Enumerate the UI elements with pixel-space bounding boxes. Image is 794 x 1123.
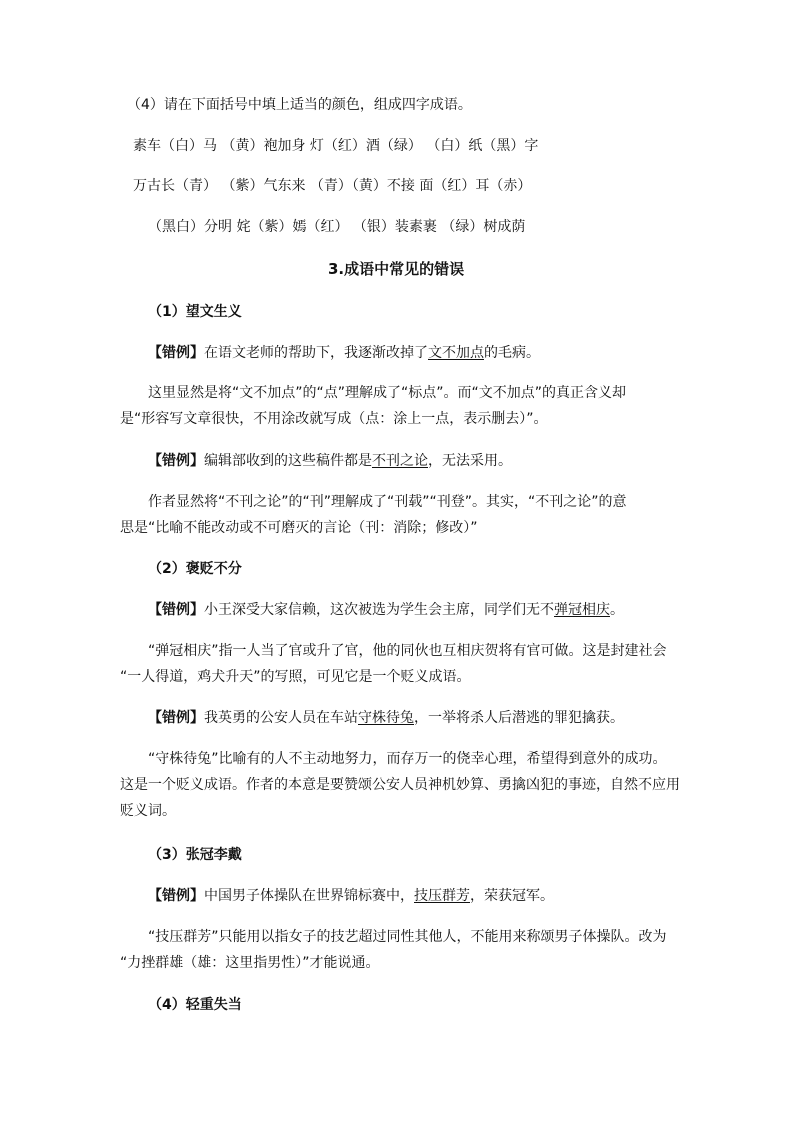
underlined-idiom: 文不加点 [428,345,484,361]
subsection-2-heading: （2）褒贬不分 [148,561,242,577]
idiom-color-row-3: （黑白）分明 姹（紫）嫣（红） （银）装素裹 （绿）树成荫 [148,219,526,235]
explanation-1-line-2: 是“形容写文章很快，不用涂改就写成（点：涂上一点，表示删去）”。 [120,411,548,427]
example-text: 中国男子体操队在世界锦标赛中， [204,888,414,904]
error-example-tag: 【错例】 [148,888,204,904]
idiom-color-row-1: 素车（白）马 （黄）袍加身 灯（红）酒（绿） （白）纸（黑）字 [133,138,539,154]
explanation-5-line-2: “力挫群雄（雄：这里指男性）”才能说通。 [120,955,380,971]
example-text: 在语文老师的帮助下，我逐渐改掉了 [204,345,428,361]
idiom-color-row-2: 万古长（青） （紫）气东来 （青）（黄）不接 面（红）耳（赤） [133,178,532,194]
example-text: ，无法采用。 [428,453,512,469]
subsection-1-heading: （1）望文生义 [148,304,242,320]
explanation-2-line-1: 作者显然将“不刊之论”的“刊”理解成了“刊载”“刊登”。其实，“不刊之论”的意 [148,494,627,510]
example-text: 的毛病。 [484,345,540,361]
example-text: 编辑部收到的这些稿件都是 [204,453,372,469]
task4-prompt: （4）请在下面括号中填上适当的颜色，组成四字成语。 [127,97,472,113]
explanation-4-line-2: 这是一个贬义成语。作者的本意是要赞颂公安人员神机妙算、勇擒凶犯的事迹，自然不应用 [120,777,680,793]
example-text: 。 [610,602,624,618]
subsection-3-heading: （3）张冠李戴 [148,847,242,863]
explanation-5-line-1: “技压群芳”只能用以指女子的技艺超过同性其他人，不能用来称颂男子体操队。改为 [148,929,667,945]
underlined-idiom: 不刊之论 [372,453,428,469]
error-example-tag: 【错例】 [148,710,204,726]
explanation-3-line-2: “一人得道，鸡犬升天”的写照，可见它是一个贬义成语。 [120,669,471,685]
error-example-1 [148,343,540,363]
error-example-tag: 【错例】 [148,602,204,618]
explanation-4-line-1: “守株待兔”比喻有的人不主动地努力，而存万一的侥幸心理，希望得到意外的成功。 [148,751,667,767]
error-example-2 [148,451,512,471]
explanation-3-line-1: “弹冠相庆”指一人当了官或升了官，他的同伙也互相庆贺将有官可做。这是封建社会 [148,643,667,659]
example-text: 小王深受大家信赖，这次被选为学生会主席，同学们无不 [204,602,554,618]
error-example-4 [148,708,624,728]
section-3-title: 3.成语中常见的错误 [328,260,465,278]
example-text: ，一举将杀人后潜逃的罪犯擒获。 [414,710,624,726]
subsection-4-heading: （4）轻重失当 [148,997,242,1013]
example-text: 我英勇的公安人员在车站 [204,710,358,726]
error-example-3 [148,600,624,620]
explanation-1-line-1: 这里显然是将“文不加点”的“点”理解成了“标点”。而“文不加点”的真正含义却 [148,385,627,401]
underlined-idiom: 守株待兔 [358,710,414,726]
explanation-2-line-2: 思是“比喻不能改动或不可磨灭的言论（刊：消除；修改）” [120,520,478,536]
explanation-4-line-3: 贬义词。 [120,803,176,819]
underlined-idiom: 弹冠相庆 [554,602,610,618]
error-example-tag: 【错例】 [148,453,204,469]
error-example-tag: 【错例】 [148,345,204,361]
example-text: ，荣获冠军。 [470,888,554,904]
error-example-5 [148,886,554,906]
underlined-idiom: 技压群芳 [414,888,470,904]
